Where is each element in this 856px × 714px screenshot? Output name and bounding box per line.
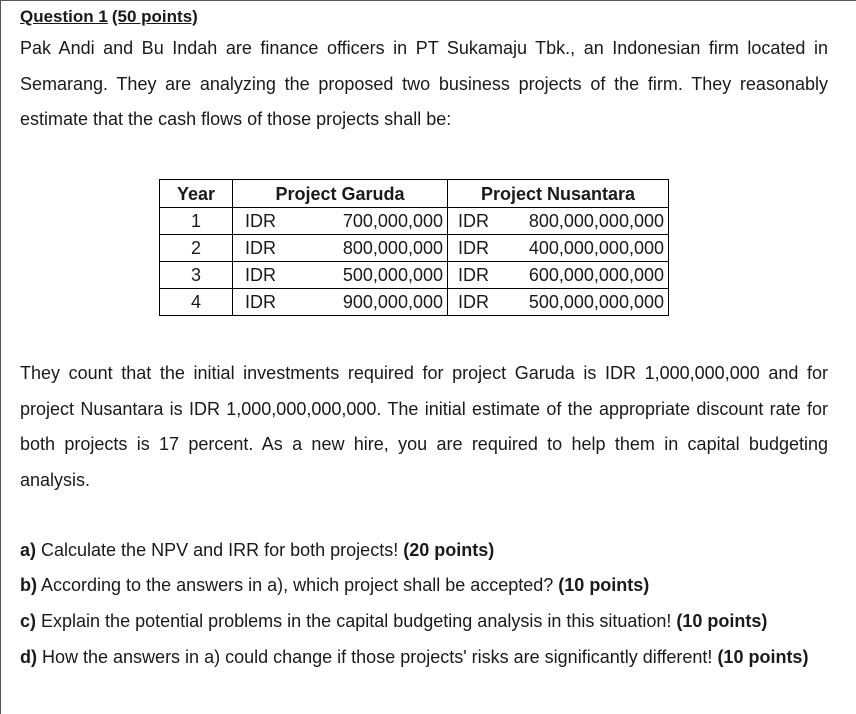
garuda-currency-cell: IDR	[233, 235, 324, 262]
question-b-text: According to the answers in a), which project shall be accepted?	[37, 575, 559, 595]
table-row	[160, 235, 669, 262]
header-project-nusantara: Project Nusantara	[448, 180, 669, 208]
header-project-garuda: Project Garuda	[233, 180, 448, 208]
question-b	[20, 568, 830, 604]
garuda-currency-cell: IDR	[233, 262, 324, 289]
investment-paragraph: They count that the initial investments required for project Garuda is IDR 1,000,000,000 and for project Nusantara is IDR 1,000,000,000,000. The initial estimate of the appropriate discount rate for both projects is 17 percent. As a new hire, you are required to help them in capital budgeting analysis.	[20, 363, 828, 490]
question-c-label: c)	[20, 611, 37, 631]
nusantara-currency-cell: IDR	[448, 262, 509, 289]
question-number: Question 1	[20, 7, 108, 26]
question-points: (50 points)	[111, 7, 198, 26]
nusantara-currency-cell: IDR	[448, 235, 509, 262]
table-row	[160, 262, 669, 289]
question-c	[20, 604, 830, 640]
garuda-amount-cell: 500,000,000	[323, 262, 448, 289]
question-d-label: d)	[20, 647, 37, 667]
cash-flow-table	[159, 179, 669, 316]
top-border-line	[0, 0, 856, 1]
question-d-text: How the answers in a) could change if those projects' risks are significantly different!	[37, 647, 718, 667]
year-cell: 2	[160, 235, 233, 262]
garuda-currency-cell: IDR	[233, 289, 324, 316]
nusantara-amount-cell: 500,000,000,000	[508, 289, 669, 316]
question-a-label: a)	[20, 540, 37, 560]
year-cell: 4	[160, 289, 233, 316]
question-a-points: (20 points)	[403, 540, 495, 560]
question-b-label: b)	[20, 575, 37, 595]
question-a	[20, 533, 830, 569]
nusantara-currency-cell: IDR	[448, 208, 509, 235]
nusantara-amount-cell: 400,000,000,000	[508, 235, 669, 262]
question-a-text: Calculate the NPV and IRR for both projects!	[36, 540, 404, 560]
question-b-points: (10 points)	[558, 575, 650, 595]
nusantara-amount-cell: 600,000,000,000	[508, 262, 669, 289]
table-header-row	[160, 180, 669, 208]
garuda-currency-cell: IDR	[233, 208, 324, 235]
question-c-points: (10 points)	[676, 611, 768, 631]
question-title	[20, 7, 198, 27]
nusantara-currency-cell: IDR	[448, 289, 509, 316]
header-year: Year	[160, 180, 233, 208]
table-row	[160, 208, 669, 235]
table-row	[160, 289, 669, 316]
garuda-amount-cell: 700,000,000	[323, 208, 448, 235]
year-cell: 1	[160, 208, 233, 235]
garuda-amount-cell: 800,000,000	[323, 235, 448, 262]
question-d	[20, 640, 830, 676]
intro-paragraph: Pak Andi and Bu Indah are finance officers in PT Sukamaju Tbk., an Indonesian firm located in Semarang. They are analyzing the proposed two business projects of the firm. They reasonably estimate that the cash flows of those projects shall be:	[20, 38, 828, 129]
garuda-amount-cell: 900,000,000	[323, 289, 448, 316]
left-border-line	[0, 0, 1, 714]
year-cell: 3	[160, 262, 233, 289]
question-d-points: (10 points)	[717, 647, 809, 667]
nusantara-amount-cell: 800,000,000,000	[508, 208, 669, 235]
question-c-text: Explain the potential problems in the capital budgeting analysis in this situation!	[36, 611, 677, 631]
